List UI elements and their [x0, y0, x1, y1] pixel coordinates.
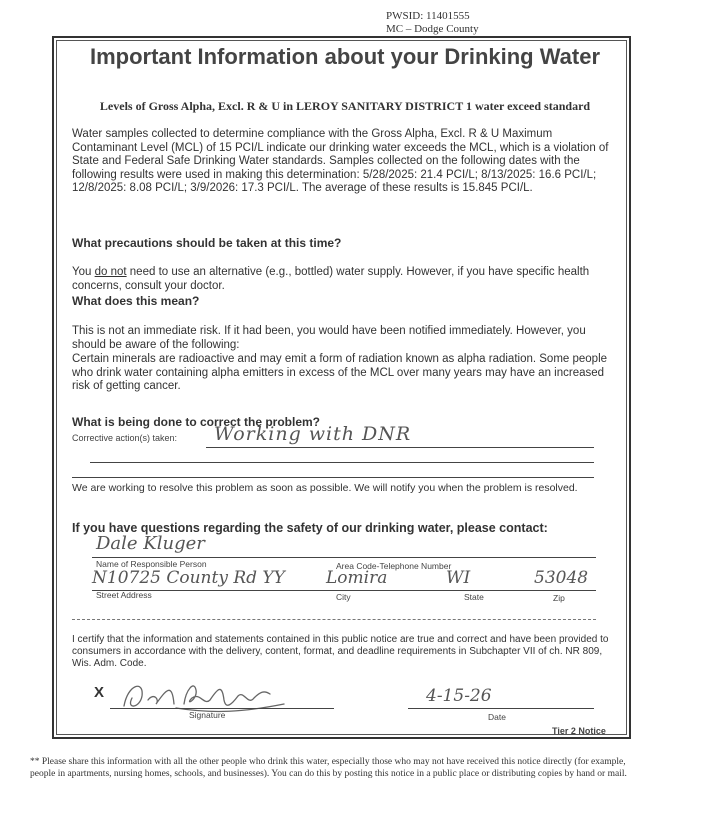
phone-label: Area Code-Telephone Number: [336, 561, 452, 571]
signature-line: [110, 708, 334, 709]
signature-label: Signature: [189, 710, 226, 720]
address-line: [92, 590, 596, 591]
intro-paragraph: Water samples collected to determine compliance with the Gross Alpha, Excl. R & U Maximum Contaminant Level (MCL) of 15 PCI/L indicate our drinking water exceeds the MCL, which is a violation of State and Federal Safe Drinking Water standards. Samples collected on the following dates with the following results were used in making this determination: 5/28/2025: 21.4 PCI/L; 8/13/2025: 16.6 PCI/L; 12/8/2025: 8.08 PCI/L; 3/9/2026: 17.3 PCI/L. The average of these results is 15.845 PCI/L.: [72, 128, 609, 194]
notice-subtitle: Levels of Gross Alpha, Excl. R & U in LEROY SANITARY DISTRICT 1 water exceed standard: [99, 99, 591, 113]
state-value[interactable]: WI: [446, 568, 471, 588]
street-address-label: Street Address: [96, 590, 152, 600]
correction-note: We are working to resolve this problem as soon as possible. We will notify you when the problem is resolved.: [72, 482, 578, 494]
city-value[interactable]: Lomira: [326, 568, 388, 588]
precautions-pre: You: [72, 266, 95, 278]
correction-heading: What is being done to correct the problem?: [72, 415, 321, 429]
meaning-text-2: Certain minerals are radioactive and may emit a form of radiation known as alpha radiation. Some people who drink water containing alpha emitters in excess of the MCL over many years may have an increased risk of getting cancer.: [72, 353, 608, 392]
zip-label: Zip: [553, 593, 565, 603]
meaning-heading: What does this mean?: [72, 294, 200, 308]
contact-heading: If you have questions regarding the safety of our drinking water, please contact:: [72, 521, 548, 535]
date-value[interactable]: 4-15-26: [426, 686, 492, 706]
pwsid: PWSID: 11401555: [386, 10, 470, 22]
corrective-action-line-2: [90, 462, 594, 463]
date-label: Date: [488, 712, 506, 722]
meaning-text-1: This is not an immediate risk. If it had been, you would have been notified immediately. However, you should be aware of the following:: [72, 325, 586, 351]
corrective-action-label: Corrective action(s) taken:: [72, 433, 178, 443]
certification-text: I certify that the information and statements contained in this public notice are true and correct and have been provided to consumers in accordance with the delivery, content, format, and deadline requirements in Subchapter VII of ch. NR 809, Wis. Adm. Code.: [72, 634, 609, 669]
street-address-value[interactable]: N10725 County Rd YY: [92, 568, 285, 588]
precautions-text: [72, 266, 612, 293]
city-label: City: [336, 592, 351, 602]
county: MC – Dodge County: [386, 23, 479, 35]
state-label: State: [464, 592, 484, 602]
footer-note: ** Please share this information with all the other people who drink this water, especially those who may not have received this notice directly (for example, people in apartments, nursing homes, schools, and businesses). You can do this by posting this notice in a public place or distributing copies by hand or mail.: [30, 757, 627, 779]
signature-x-mark: X: [94, 684, 105, 701]
name-line: [92, 557, 596, 558]
precautions-post: need to use an alternative (e.g., bottled) water supply. However, if you have specific health concerns, consult your doctor.: [72, 266, 590, 292]
corrective-action-line-3: [72, 477, 594, 478]
corrective-action-line-1: [206, 447, 594, 448]
zip-value[interactable]: 53048: [534, 568, 589, 588]
precautions-emphasis: do not: [94, 266, 127, 278]
notice-title: Important Information about your Drinking Water: [89, 44, 601, 69]
corrective-action-value[interactable]: Working with DNR: [214, 423, 412, 445]
responsible-person-label: Name of Responsible Person: [96, 559, 207, 569]
precautions-heading: What precautions should be taken at this time?: [72, 236, 342, 250]
document-id-block: [386, 10, 479, 36]
responsible-person-value[interactable]: Dale Kluger: [96, 533, 205, 554]
section-separator: [72, 619, 596, 620]
date-line: [408, 708, 594, 709]
tier-badge: Tier 2 Notice: [552, 726, 606, 736]
